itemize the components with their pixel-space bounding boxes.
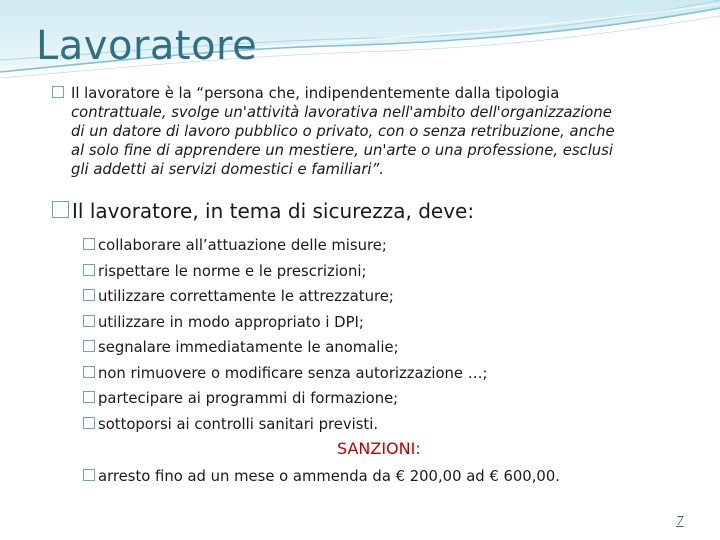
square-bullet-icon [83, 391, 95, 403]
list-item [83, 310, 488, 336]
square-bullet-icon [83, 340, 95, 352]
list-item-text: non rimuovere o modificare senza autorizzazione …; [98, 364, 488, 382]
duties-heading-text: Il lavoratore, in tema di sicurezza, deve: [72, 199, 475, 223]
page-number: 7 [676, 514, 684, 528]
square-bullet-icon [52, 201, 69, 218]
sanction-item [83, 466, 560, 488]
sanction-text: arresto fino ad un mese o ammenda da € 200,00 ad € 600,00. [98, 468, 560, 485]
list-item [83, 386, 488, 412]
list-item-text: rispettare le norme e le prescrizioni; [98, 262, 367, 280]
list-item-text: utilizzare correttamente le attrezzature; [98, 288, 394, 305]
duties-list [83, 233, 488, 437]
sanctions-label: SANZIONI: [337, 439, 421, 458]
square-bullet-icon [83, 469, 95, 481]
square-bullet-icon [52, 86, 64, 98]
definition-line: Il lavoratore è la “persona che, indipendentemente dalla tipologia [71, 85, 560, 102]
list-item [83, 361, 488, 387]
slide-title: Lavoratore [36, 23, 258, 69]
list-item [83, 284, 488, 310]
list-item [83, 412, 488, 438]
list-item-text: sottoporsi ai controlli sanitari previsti. [98, 415, 379, 433]
duties-heading [52, 198, 474, 224]
list-item [83, 233, 488, 259]
definition-line: contrattuale, svolge un'attività lavorativa nell'ambito dell'organizzazione [71, 104, 612, 121]
definition-line: gli addetti ai servizi domestici e familiari”. [71, 161, 384, 178]
square-bullet-icon [83, 315, 95, 327]
definition-line: al solo fine di apprendere un mestiere, un'arte o una professione, esclusi [71, 142, 614, 159]
square-bullet-icon [83, 238, 95, 250]
list-item [83, 259, 488, 285]
square-bullet-icon [83, 289, 95, 301]
list-item-text: collaborare all’attuazione delle misure; [98, 237, 387, 254]
definition-paragraph [52, 84, 692, 179]
square-bullet-icon [83, 417, 95, 429]
square-bullet-icon [83, 264, 95, 276]
list-item [83, 335, 488, 361]
square-bullet-icon [83, 366, 95, 378]
list-item-text: utilizzare in modo appropriato i DPI; [98, 313, 364, 331]
definition-line: di un datore di lavoro pubblico o privato, con o senza retribuzione, anche [71, 123, 615, 140]
list-item-text: segnalare immediatamente le anomalie; [98, 339, 399, 356]
list-item-text: partecipare ai programmi di formazione; [98, 390, 399, 407]
